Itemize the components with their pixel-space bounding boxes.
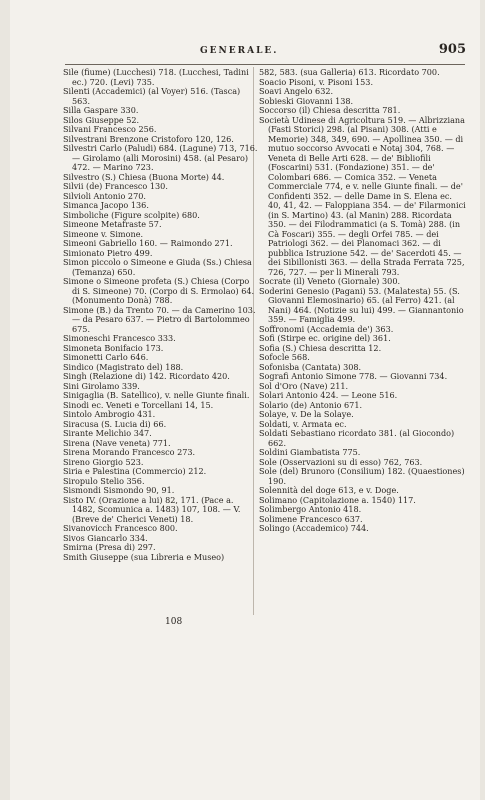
index-entry: Sirena Morando Francesco 273. [63, 447, 196, 457]
index-entry: Simone o Simeone profeta (S.) Chiesa (Corpo di S. Simeone) 70. (Corpo di S. Ermolao) 64. (Monumento Donà) 788. [63, 276, 255, 305]
index-entry: Siracusa (S. Lucia di) 66. [63, 418, 167, 429]
index-entry: Sirena (Nave veneta) 771. [63, 437, 171, 448]
index-entry: Solari Antonio 424. — Leone 516. [259, 390, 398, 400]
index-entry: Sole (del) Brunoro (Consilium) 182. (Quaestiones) 190. [259, 466, 465, 486]
index-entry: Società Udinese di Agricoltura 519. — Albrizziana (Fasti Storici) 298. (al Pisani) 308. (Atti e Memorie) 348, 349, 690. — Apollinea 350. — di mutuo soccorso Avvocati e Notaj 304, 768. — Veneta di Belle Arti 628. — de' Bibliofili (Foscarini) 531. (Fondazione) 351. — de' Colombari 686. — Comica 352. — Veneta Commerciale 774, e v. nelle Giunte finali. — de' Confidenti 352. — delle Dame in S. Elena ec. 40, 41, 42. — Faloppiana 354. — de' Filarmonici (in S. Martino) 43. (al Manin) 288. Ricordata 350. — dei Filodrammatici (a S. Tomà) 288. (in Cà Foscari) 355. — degli Orfei 785. — dei Patriologi 362. — dei Planomaci 362. — di pubblica Istruzione 542. — de' Sacerdoti 45. — dei Sibillonisti 363. — della Strada Ferrata 725, 726, 727. — per li Minerali 793. [259, 114, 466, 277]
index-entry: Silvestro (S.) Chiesa (Buona Morte) 44. [63, 171, 225, 182]
index-entry: Sile (fiume) (Lucchesi) 718. (Lucchesi, Tadini ec.) 720. (Levi) 735. [63, 67, 249, 87]
index-entry: Silvestri Carlo (Paludi) 684. (Lagune) 713, 716. — Girolamo (alli Morosini) 458. (al Pesaro) 472. — Marino 723. [63, 143, 258, 172]
index-entry: Siria e Palestina (Commercio) 212. [63, 466, 207, 476]
index-entry: Socrate (il) Veneto (Giornale) 300. [259, 276, 401, 286]
index-entry: Solario (de) Antonio 671. [259, 399, 363, 410]
index-entry: Simeone Metafraste 57. [63, 219, 162, 229]
index-entry: Silvioli Antonio 270. [63, 190, 146, 201]
index-entry: Sografi Antonio Simone 778. — Giovanni 734. [259, 371, 448, 381]
index-entry: Solimano (Capitolazione a. 1540) 117. [259, 494, 416, 505]
index-column-right [259, 68, 467, 534]
index-entry: Simone (B.) da Trento 70. — da Camerino 103. — da Pesaro 637. — Pietro di Bartolommeo 675. [63, 304, 256, 334]
index-entry: Sofocle 568. [259, 352, 310, 362]
index-entry: Simeoni Gabriello 160. — Raimondo 271. [63, 238, 233, 248]
index-entry: Siropulo Stelio 356. [63, 475, 145, 486]
index-entry: Simonetti Carlo 646. [63, 352, 149, 362]
index-entry: Sini Girolamo 339. [63, 380, 140, 391]
running-header [10, 42, 480, 62]
index-entry: Silenti (Accademici) (al Voyer) 516. (Tasca) 563. [63, 86, 241, 106]
index-entry: Sinodi ec. Veneti e Torcellani 14, 15. [63, 399, 214, 410]
index-entry: Soldati, v. Armata ec. [259, 418, 347, 429]
index-entry: Soavi Angelo 632. [259, 86, 334, 96]
index-entry: Solimene Francesco 637. [259, 513, 363, 524]
index-entry: Soldati Sebastiano ricordato 381. (al Giocondo) 662. [259, 428, 455, 448]
index-entry: Sirante Melichio 347. [63, 428, 152, 438]
index-entry: Singh (Relazione di) 142. Ricordato 420. [63, 371, 230, 381]
signature-number: 108 [165, 617, 183, 627]
index-entry: Solaye, v. De la Solaye. [259, 409, 354, 419]
index-entry: Simionato Pietro 499. [63, 247, 153, 258]
header-rule [65, 64, 465, 65]
index-entry: Smith Giuseppe (sua Libreria e Museo) [63, 551, 225, 562]
index-entry: Simeone v. Simone. [63, 228, 144, 239]
index-entry: Sireno Giorgio 523. [63, 456, 144, 467]
index-entry: Solimbergo Antonio 418. [259, 504, 362, 514]
index-entry: Soccorso (il) Chiesa descritta 781. [259, 105, 401, 115]
running-title: GENERALE. [200, 46, 279, 56]
index-entry: Sintolo Ambrogio 431. [63, 409, 156, 419]
index-entry: Sofonisba (Cantata) 308. [259, 361, 362, 372]
index-entry: Sivos Giancarlo 334. [63, 532, 148, 543]
index-entry: Smirna (Presa di) 297. [63, 542, 156, 552]
index-entry: Simboliche (Figure scolpite) 680. [63, 209, 200, 220]
index-entry: Simanca Jacopo 136. [63, 200, 149, 210]
book-page [10, 0, 480, 800]
index-entry: Sobieski Giovanni 138. [259, 95, 354, 106]
page-number: 905 [438, 42, 466, 57]
index-entry: Simoneschi Francesco 333. [63, 333, 176, 343]
index-entry: Solingo (Accademico) 744. [259, 523, 369, 533]
index-entry: Soderini Genesio (Pagani) 53. (Malatesta) 55. (S. Giovanni Elemosinario) 65. (al Ferro) 421. (al Nani) 464. (Notizie su lui) 499. — Giannantonio 359. — Famiglia 499. [259, 285, 464, 324]
index-entry: Soacio Pisoni, v. Pisoni 153. [259, 76, 374, 87]
index-entry: Sismondi Sismondo 90, 91. [63, 485, 175, 495]
index-entry: Sol d'Oro (Nave) 211. [259, 380, 349, 391]
index-entry: Soffronomi (Accademia de') 363. [259, 323, 394, 334]
index-entry: Sofi (Stirpe ec. origine del) 361. [259, 333, 391, 343]
index-entry: Sindico (Magistrato del) 188. [63, 361, 184, 372]
index-entry: Sofia (S.) Chiesa descritta 12. [259, 342, 382, 353]
index-entry: Solennità del doge 613, e v. Doge. [259, 485, 399, 495]
index-entry: Sole (Osservazioni su di esso) 762, 763. [259, 456, 423, 467]
index-entry: Sisto IV. (Orazione a lui) 82, 171. (Pace a. 1482, Scomunica a. 1483) 107, 108. — V. (Breve de' Cherici Veneti) 18. [63, 494, 241, 524]
index-entry: Silla Gaspare 330. [63, 105, 139, 115]
index-entry: Simon piccolo o Simeone e Giuda (Ss.) Chiesa (Temanza) 650. [63, 257, 252, 277]
index-entry: Silvii (de) Francesco 130. [63, 181, 168, 191]
index-entry: Silos Giuseppe 52. [63, 114, 140, 125]
index-entry: Sinigaglia (B. Satellico), v. nelle Giunte finali. [63, 390, 250, 400]
index-entry: 582, 583. (sua Galleria) 613. Ricordato 700. [259, 67, 440, 77]
index-entry: Simoneta Bonifacio 173. [63, 342, 164, 353]
index-entry: Silvestrani Brenzone Cristoforo 120, 126. [63, 133, 234, 144]
index-entry: Silvani Francesco 256. [63, 124, 157, 134]
index-column-left [63, 68, 259, 562]
index-entry: Soldini Giambatista 775. [259, 447, 361, 457]
index-entry: Sivanovicch Francesco 800. [63, 523, 178, 533]
